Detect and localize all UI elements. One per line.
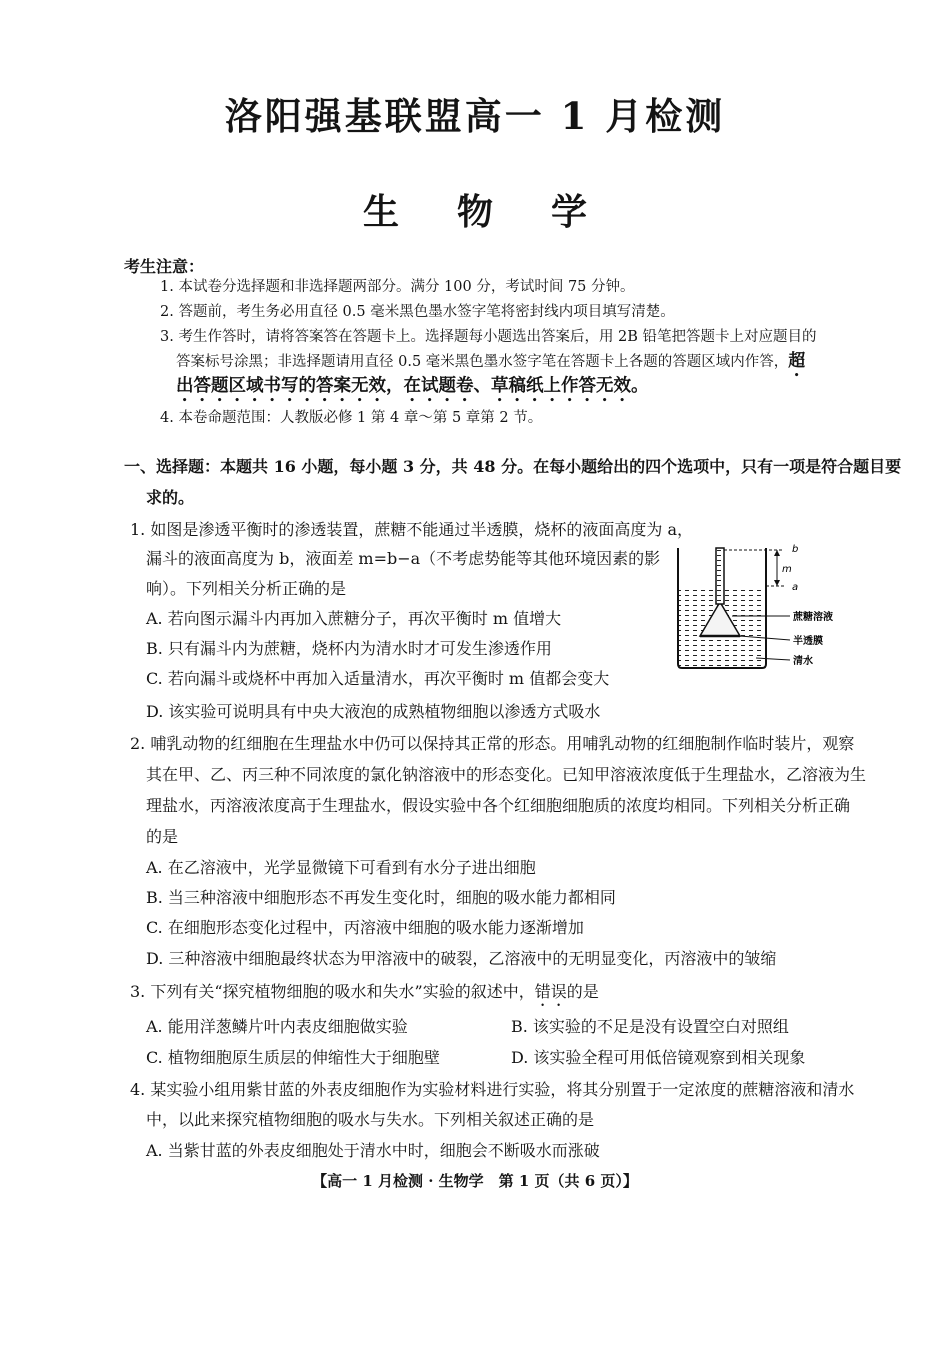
- page-footer: 【高一 1 月检测 · 生物学 第 1 页（共 6 页）】: [312, 1172, 638, 1190]
- notice-item-4: 4. 本卷命题范围：人教版必修 1 第 4 章～第 5 章第 2 节。: [160, 410, 543, 426]
- q2-option-d: D. 三种溶液中细胞最终状态为甲溶液中的破裂，乙溶液中的无明显变化，丙溶液中的皱缩: [146, 949, 777, 968]
- notice-item-2: 2. 答题前，考生务必用直径 0.5 毫米黑色墨水签字笔将密封线内项目填写清楚。: [160, 304, 675, 320]
- subject-title: 生物学: [362, 191, 645, 233]
- q4-stem-line1: 4. 某实验小组用紫甘蓝的外表皮细胞作为实验材料进行实验，将其分别置于一定浓度的蔗糖溶液和清水: [130, 1080, 855, 1099]
- q1-option-a: A. 若向图示漏斗内再加入蔗糖分子，再次平衡时 m 值增大: [146, 609, 562, 628]
- section-heading-line2: 求的。: [146, 488, 195, 507]
- funnel-liquid: [717, 550, 723, 602]
- q3-option-b: B. 该实验的不足是没有设置空白对照组: [511, 1017, 789, 1036]
- q3-stem-text: 3. 下列有关“探究植物细胞的吸水和失水”实验的叙述中，: [130, 982, 535, 1001]
- label-b: b: [792, 544, 799, 555]
- notice-item-3-cont-text: 答案标号涂黑；非选择题请用直径 0.5 毫米黑色墨水签字笔在答题卡上各题的答题区域内作答，: [176, 354, 789, 370]
- notice-heading: 考生注意：: [124, 257, 205, 276]
- label-m: m: [782, 564, 792, 575]
- q2-option-b: B. 当三种溶液中细胞形态不再发生变化时，细胞的吸水能力都相同: [146, 888, 616, 907]
- q1-option-d: D. 该实验可说明具有中央大液泡的成熟植物细胞以渗透方式吸水: [146, 702, 601, 721]
- q1-option-c: C. 若向漏斗或烧杯中再加入适量清水，再次平衡时 m 值都会变大: [146, 669, 610, 688]
- q2-option-a: A. 在乙溶液中，光学显微镜下可看到有水分子进出细胞: [146, 858, 536, 877]
- q3-stem-emphasis: 错误: [534, 982, 567, 1001]
- section-heading-line1: 一、选择题：本题共 16 小题，每小题 3 分，共 48 分。在每小题给出的四个选项中，只有一项是符合题目要: [124, 457, 902, 476]
- osmosis-apparatus-figure: [676, 528, 850, 676]
- q3-stem: [130, 980, 599, 1010]
- q3-option-c: C. 植物细胞原生质层的伸缩性大于细胞壁: [146, 1048, 440, 1067]
- notice-item-1: 1. 本试卷分选择题和非选择题两部分。满分 100 分，考试时间 75 分钟。: [160, 279, 635, 295]
- notice-item-3-emph-start: 超: [788, 351, 806, 371]
- label-membrane: 半透膜: [793, 636, 823, 647]
- q4-stem-line2: 中，以此来探究植物细胞的吸水与失水。下列相关叙述正确的是: [146, 1110, 595, 1129]
- notice-item-3-emphasis: 出答题区域书写的答案无效，在试题卷、草稿纸上作答无效。: [176, 376, 649, 396]
- q1-stem-line1: 1. 如图是渗透平衡时的渗透装置，蔗糖不能通过半透膜，烧杯的液面高度为 a，: [130, 520, 693, 539]
- q4-option-a: A. 当紫甘蓝的外表皮细胞处于清水中时，细胞会不断吸水而涨破: [146, 1141, 600, 1160]
- label-sucrose: 蔗糖溶液: [793, 612, 833, 623]
- q2-stem-line3: 理盐水，丙溶液浓度高于生理盐水，假设实验中各个红细胞细胞质的浓度均相同。下列相关分析正确: [146, 796, 851, 815]
- q1-stem-line2: 漏斗的液面高度为 b，液面差 m=b−a（不考虑势能等其他环境因素的影: [146, 549, 661, 568]
- arrow-head-down: [774, 580, 780, 586]
- q1-option-b: B. 只有漏斗内为蔗糖，烧杯内为清水时才可发生渗透作用: [146, 639, 552, 658]
- q1-stem-line3: 响）。下列相关分析正确的是: [146, 579, 347, 598]
- notice-item-3: 3. 考生作答时，请将答案答在答题卡上。选择题每小题选出答案后，用 2B 铅笔把答题卡上对应题目的: [160, 329, 817, 345]
- exam-title: 洛阳强基联盟高一 1 月检测: [224, 94, 726, 138]
- label-water: 清水: [793, 656, 813, 667]
- q3-option-a: A. 能用洋葱鳞片叶内表皮细胞做实验: [146, 1017, 408, 1036]
- q3-stem-end: 的是: [566, 982, 599, 1001]
- q3-option-d: D. 该实验全程可用低倍镜观察到相关现象: [511, 1048, 806, 1067]
- q2-stem-line4: 的是: [146, 827, 179, 846]
- q2-stem-line1: 2. 哺乳动物的红细胞在生理盐水中仍可以保持其正常的形态。用哺乳动物的红细胞制作临时装片，观察: [130, 734, 855, 753]
- label-a: a: [792, 582, 799, 593]
- q2-stem-line2: 其在甲、乙、丙三种不同浓度的氯化钠溶液中的形态变化。已知甲溶液浓度低于生理盐水，乙溶液为生: [146, 765, 867, 784]
- arrow-head-up: [774, 550, 780, 556]
- q2-option-c: C. 在细胞形态变化过程中，丙溶液中细胞的吸水能力逐渐增加: [146, 918, 584, 937]
